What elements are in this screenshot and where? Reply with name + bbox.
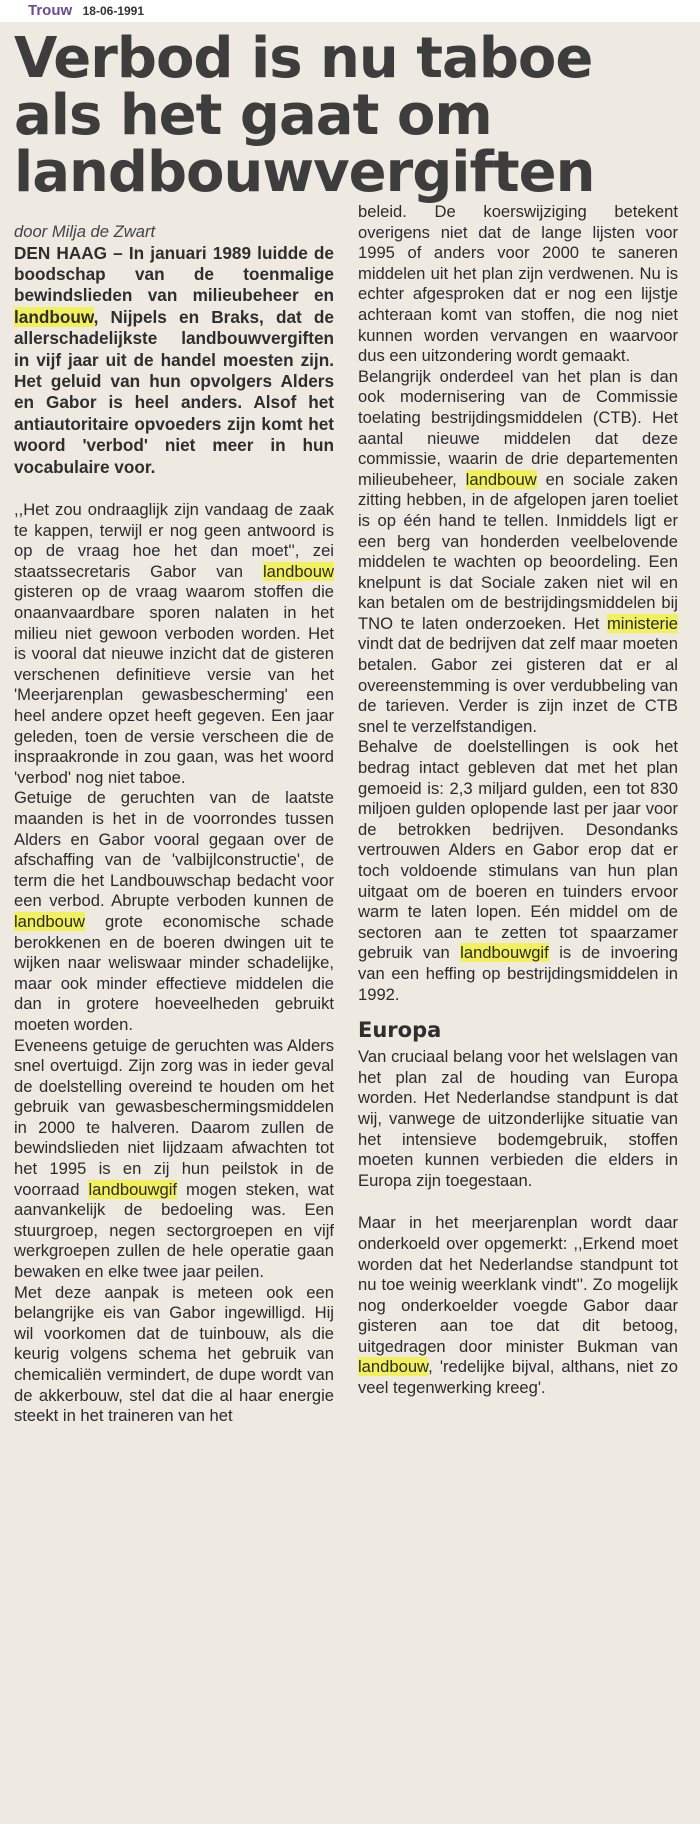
body-paragraph: beleid. De koerswijziging betekent overigens niet dat de lange lijsten voor 1995 of anders voor 2000 te saneren middelen uit het plan zijn verdwenen. Nu is echter afgesproken dat er nog een lijstje achteraan komt van stoffen, die nog niet kunnen worden vervangen en waarvoor dus een uitzondering wordt gemaakt. [358, 202, 678, 366]
body-paragraph: Behalve de doelstellingen is ook het bedrag intact gebleven dat met het plan gemoeid is: 2,3 miljard gulden, een tot 830 miljoen gulden oplopende last per jaar voor de betrokken bedrijven. Desondanks vertrouwen Alders en Gabor erop dat er toch voldoende stimulans van hun plan uitgaat om de boeren en tuinders ervoor warm te laten lopen. Eén middel om de sectoren aan te zetten tot spaarzamer gebruik van landbouwgif is de invoering van een heffing op bestrijdingsmiddelen in 1992. [358, 737, 678, 1004]
body-paragraph: ,,Het zou ondraaglijk zijn vandaag de zaak te kappen, terwijl er nog geen antwoord is op de vraag hoe het dan moet'', zei staatssecretaris Gabor van landbouw gisteren op de vraag waarom stoffen die onaanvaardbare sporen nalaten in het milieu niet gewoon verboden worden. Het is vooral dat nieuwe inzicht dat de gisteren verschenen definitieve versie van het 'Meerjarenplan gewasbescherming' een heel andere opzet heeft gegeven. Een jaar geleden, toen de versie verscheen die de inspraakronde in zou gaan, was het woord 'verbod' nog niet taboe. [14, 500, 334, 787]
right-column [358, 202, 678, 1399]
highlighted-term: landbouw [14, 911, 86, 931]
article-headline: Verbod is nu taboe als het gaat om landbouwvergiften [14, 26, 595, 205]
lead-paragraph: DEN HAAG – In januari 1989 luidde de boodschap van de toenmalige bewindslieden van milieubeheer en landbouw, Nijpels en Braks, dat de allerschadelijkste landbouwvergiften in vijf jaar uit de handel moesten zijn. Het geluid van hun opvolgers Alders en Gabor is heel anders. Alsof het antiautoritaire opvoeders zijn komt het woord 'verbod' niet meer in hun vocabulaire voor. [14, 242, 334, 477]
highlighted-term: landbouw [465, 469, 537, 489]
highlighted-term: landbouwgif [88, 1179, 178, 1199]
highlighted-term: landbouw [14, 306, 94, 327]
clipping-header [28, 2, 144, 22]
body-paragraph: Belangrijk onderdeel van het plan is dan ook modernisering van de Commissie toelating bestrijdingsmiddelen (CTB). Het aantal nieuwe middelen dat deze commissie, waarin de drie departementen milieubeheer, landbouw en sociale zaken zitting hebben, in de afgelopen jaren toeliet is op één hand te tellen. Inmiddels ligt er een berg van honderden veelbelovende middelen te wachten op beoordeling. Een knelpunt is dat Sociale zaken niet wil en kan betalen om de bestrijdingsmiddelen bij TNO te laten onderzoeken. Het ministerie vindt dat de bedrijven dat zelf maar moeten betalen. Gabor zei gisteren dat er al overeenstemming is over verdubbeling van de tarieven. Verder is zijn inzet de CTB snel te verzelfstandigen. [358, 366, 678, 736]
highlighted-term: ministerie [606, 613, 678, 633]
highlighted-term: landbouw [262, 561, 334, 581]
body-paragraph: Van cruciaal belang voor het welslagen van het plan zal de houding van Europa worden. Het Nederlandse standpunt is dat wij, vanwege de uitzonderlijke situatie van het intensieve bodemgebruik, stoffen moeten kunnen verbieden die elders in Europa zijn toegestaan. [358, 1047, 678, 1190]
body-paragraph: Getuige de geruchten van de laatste maanden is het in de voorrondes tussen Alders en Gabor vooral gegaan over de afschaffing van de 'valbijlconstructie', de term die het Landbouwschap bedacht voor een verbod. Abrupte verboden kunnen de landbouw grote economische schade berokkenen en de boeren dwingen uit te wijken naar weliswaar minder schadelijke, maar ook minder effectieve middelen die dan in grotere hoeveelheden gebruikt moeten worden. [14, 788, 334, 1034]
left-column [14, 222, 334, 1427]
highlighted-term: landbouw [358, 1357, 429, 1377]
body-paragraph: Maar in het meerjarenplan wordt daar onderkoeld over opgemerkt: ,,Erkend moet worden dat het Nederlandse standpunt tot nu toe weinig weerklank vindt''. Zo mogelijk nog onderkoelder voegde Gabor daar gisteren aan toe dat dit betoog, uitgedragen door minister Bukman van landbouw, 'redelijke bijval, althans, niet zo veel tegenwerking kreeg'. [358, 1213, 678, 1398]
highlighted-term: landbouwgif [460, 943, 549, 963]
section-subheading: Europa [358, 1018, 442, 1043]
publication-date: 18-06-1991 [82, 4, 145, 18]
newspaper-name: Trouw [28, 2, 73, 19]
body-paragraph: Met deze aanpak is meteen ook een belangrijke eis van Gabor ingewilligd. Hij wil voorkomen dat de tuinbouw, als die keurig volgens schema het gebruik van chemicaliën vermindert, de dupe wordt van de akkerbouw, stel dat die al haar energie steekt in het traineren van het [14, 1282, 334, 1426]
body-paragraph: Eveneens getuige de geruchten was Alders snel overtuigd. Zijn zorg was in ieder geval de doelstelling overeind te houden om het gebruik van gewasbeschermingsmiddelen in 2000 te halveren. Daarom zullen de bewindslieden niet lijdzaam afwachten tot het 1995 is en zij hun peilstok in de voorraad landbouwgif mogen steken, wat aanvankelijk de bedoeling was. Een stuurgroep, negen sectorgroepen en vijf werkgroepen zullen de hele operatie gaan bewaken en elke twee jaar peilen. [14, 1035, 334, 1282]
byline: door Milja de Zwart [14, 222, 156, 241]
